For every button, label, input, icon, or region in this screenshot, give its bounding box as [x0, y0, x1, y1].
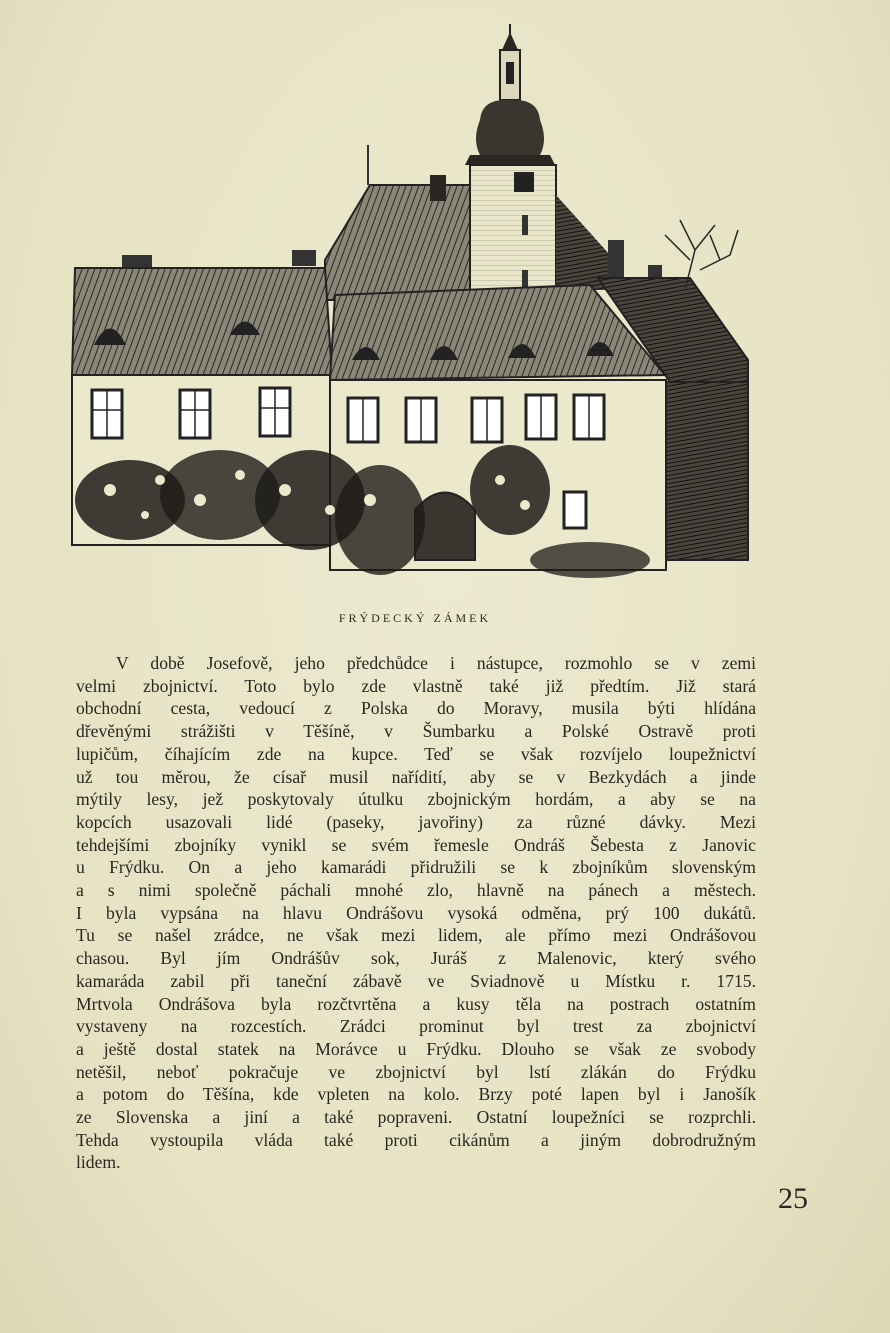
text-line: I byla vypsána na hlavu Ondrášovu vysoká odměna, prý 100 dukátů. [76, 902, 756, 923]
text-line: ze Slovenska a jiní a také popraveni. Ostatní loupežníci se rozprchli. [76, 1107, 756, 1128]
left-wing-roof [72, 268, 332, 375]
text-line: už tou měrou, že císař musil nařídití, aby se v Bezkydách a jinde [76, 766, 756, 787]
text-line: u Frýdku. On a jeho kamarádi přidružili se k zbojníkům slovenským [76, 857, 756, 878]
text-line: Tehda vystoupila vláda také proti cikánům a jiným dobrodružným [76, 1129, 756, 1150]
body-paragraph [76, 652, 756, 1174]
text-line: a s nimi společně páchali mnohé zlo, hlavně na pánech a městech. [76, 880, 756, 901]
text-line: kopcích usazovali lidé (paseky, javořiny) za různé dávky. Mezi [76, 811, 756, 832]
text-line: chasou. Byl jím Ondrášův sok, Juráš z Malenovic, který svého [76, 948, 756, 969]
illustration-caption: FRÝDECKÝ ZÁMEK [338, 611, 492, 625]
text-line: a ještě dostal statek na Morávce u Frýdku. Dlouho se však ze svobody [76, 1038, 756, 1059]
page-number: 25 [778, 1182, 808, 1215]
text-line: V době Josefově, jeho předchůdce i nástupce, rozmohlo se v zemi [116, 653, 756, 673]
text-line: velmi zbojnictví. Toto bylo zde vlastně také již předtím. Již stará [76, 675, 756, 696]
tower [465, 24, 556, 295]
text-line: vystaveny na rozcestích. Zrádci prominut byl trest za zbojnictví [76, 1016, 756, 1037]
text-line: netěšil, neboť pokračuje ve zbojnictví byl lstí zlákán do Frýdku [76, 1061, 756, 1082]
text-line: a potom do Těšína, kde vpleten na kolo. Brzy poté lapen byl i Janošík [76, 1084, 756, 1105]
text-line: tehdejšími zbojníky vynikl se svém řemesle Ondráš Šebesta z Janovic [76, 834, 756, 855]
text-line: Tu se našel zrádce, ne však mezi lidem, ale přímo mezi Ondrášovou [76, 925, 756, 946]
text-line: lidem. [76, 1152, 121, 1173]
text-line: kamaráda zabil při taneční zábavě ve Sviadnově u Místku r. 1715. [76, 970, 756, 991]
text-line: lupičům, číhajícím zde na kupce. Teď se však rozvíjelo loupežnictví [76, 743, 756, 764]
castle-illustration [70, 20, 750, 590]
text-line: Mrtvola Ondrášova byla rozčtvrtěna a kusy těla na postrach ostatním [76, 993, 756, 1014]
text-line: obchodní cesta, vedoucí z Polska do Moravy, musila býti hlídána [76, 698, 756, 719]
rear-roof [325, 185, 470, 300]
text-line: mýtily lesy, jež poskytovaly útulku zbojnickým hordám, a aby se na [76, 789, 756, 810]
text-line: dřevěnými strážišti v Těšíně, v Šumbarku a Polské Ostravě proti [76, 721, 756, 742]
